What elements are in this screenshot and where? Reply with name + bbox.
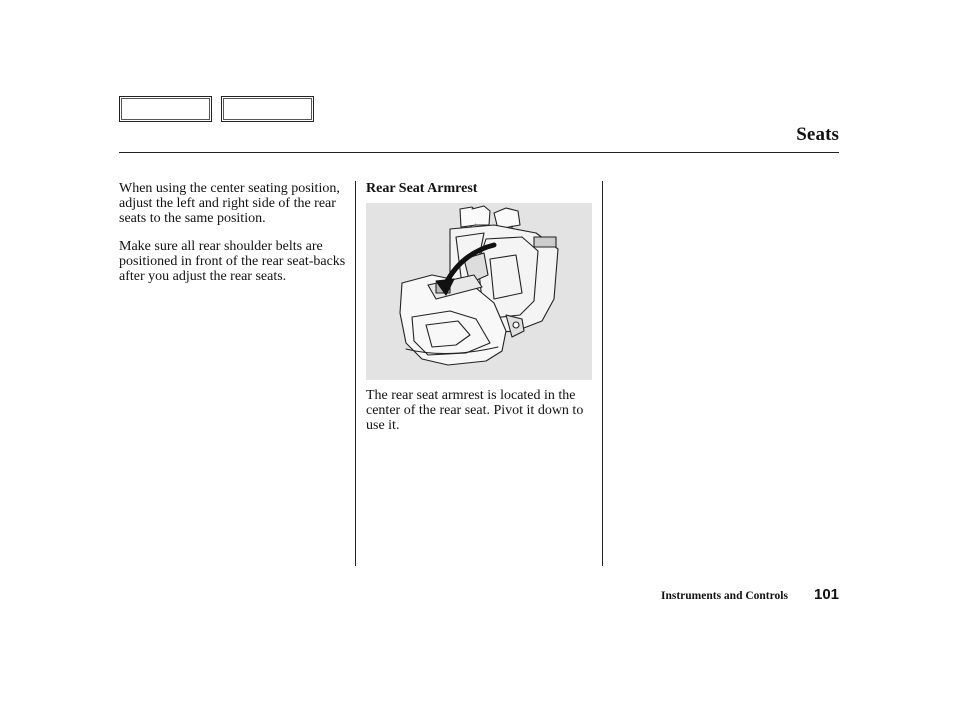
- section-heading: Rear Seat Armrest: [366, 181, 478, 196]
- body-paragraph: The rear seat armrest is located in the center of the rear seat. Pivot it down to use it.: [366, 388, 584, 434]
- page-number: 101: [814, 586, 840, 603]
- previous-page-button[interactable]: [119, 96, 212, 122]
- header-rule: [119, 152, 839, 153]
- rear-seat-armrest-illustration: [366, 203, 592, 380]
- section-footer-label: Instruments and Controls: [661, 590, 788, 602]
- next-page-button[interactable]: [221, 96, 314, 122]
- body-paragraph: Make sure all rear shoulder belts are positioned in front of the rear seat-backs after you adjust the rear seats.: [119, 239, 346, 285]
- column-divider: [602, 181, 603, 566]
- page-title: Seats: [796, 124, 839, 145]
- column-divider: [355, 181, 356, 566]
- body-paragraph: When using the center seating position, adjust the left and right side of the rear seats to the same position.: [119, 181, 340, 227]
